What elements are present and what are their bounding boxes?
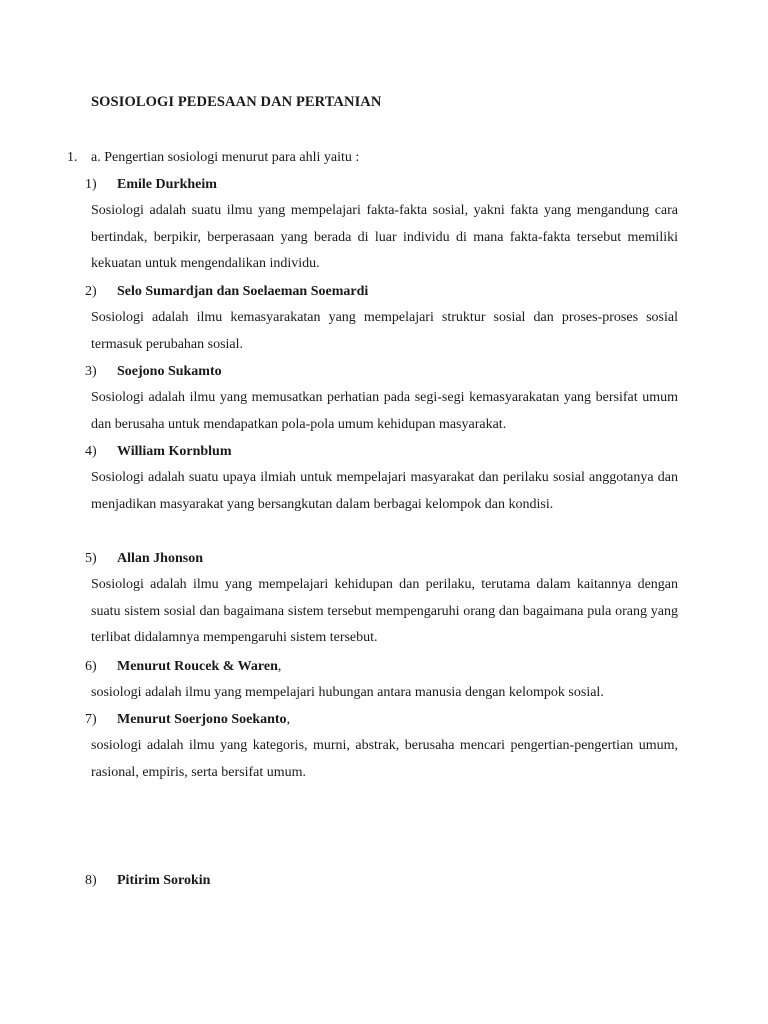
list-number: 7) <box>85 712 97 727</box>
definition-paragraph: Sosiologi adalah suatu upaya ilmiah untuk mempelajari masyarakat dan perilaku sosial anggotanya dan menjadikan masyarakat yang bersangkutan dalam berbagai kelompok dan kondisi. <box>91 470 678 512</box>
list-number: 6) <box>85 659 97 674</box>
definition-paragraph: Sosiologi adalah ilmu kemasyarakatan yang mempelajari struktur sosial dan proses-proses sosial termasuk perubahan sosial. <box>91 310 678 352</box>
list-number: 3) <box>85 364 97 379</box>
expert-name: Pitirim Sorokin <box>117 873 211 888</box>
list-number: 1) <box>85 177 97 192</box>
expert-heading <box>85 551 203 567</box>
question-line <box>67 150 359 166</box>
expert-name: Selo Sumardjan dan Soelaeman Soemardi <box>117 284 369 299</box>
expert-heading <box>85 284 368 300</box>
expert-heading <box>85 712 290 728</box>
list-number: 4) <box>85 444 97 459</box>
name-suffix: , <box>277 659 282 674</box>
expert-heading <box>85 659 281 675</box>
expert-heading <box>85 177 217 193</box>
list-number: 2) <box>85 284 97 299</box>
expert-name: William Kornblum <box>117 444 232 459</box>
expert-heading <box>85 873 210 889</box>
expert-name: Allan Jhonson <box>117 551 203 566</box>
list-number: 5) <box>85 551 97 566</box>
name-suffix: , <box>286 712 291 727</box>
list-number: 8) <box>85 873 97 888</box>
question-text: a. Pengertian sosiologi menurut para ahli yaitu : <box>91 150 360 165</box>
definition-paragraph: Sosiologi adalah ilmu yang memusatkan perhatian pada segi-segi kemasyarakatan yang bersifat umum dan berusaha untuk mendapatkan pola-pola umum kehidupan masyarakat. <box>91 390 678 432</box>
definition-paragraph: Sosiologi adalah ilmu yang mempelajari kehidupan dan perilaku, terutama dalam kaitannya dengan suatu sistem sosial dan bagaimana sistem tersebut mempengaruhi orang dan bagaimana pula orang yang terlibat didalamnya mempengaruhi sistem tersebut. <box>91 577 678 646</box>
question-number: 1. <box>67 150 78 165</box>
page-title: SOSIOLOGI PEDESAAN DAN PERTANIAN <box>91 94 382 110</box>
definition-paragraph: sosiologi adalah ilmu yang kategoris, murni, abstrak, berusaha mencari pengertian-pengertian umum, rasional, empiris, serta bersifat umum. <box>91 738 678 780</box>
expert-heading <box>85 364 222 380</box>
expert-name: Emile Durkheim <box>117 177 217 192</box>
expert-name: Menurut Roucek & Waren <box>117 659 278 674</box>
expert-name: Menurut Soerjono Soekanto <box>117 712 287 727</box>
expert-heading <box>85 444 231 460</box>
definition-paragraph: sosiologi adalah ilmu yang mempelajari hubungan antara manusia dengan kelompok sosial. <box>91 685 604 700</box>
definition-paragraph: Sosiologi adalah suatu ilmu yang mempelajari fakta-fakta sosial, yakni fakta yang mengandung cara bertindak, berpikir, berperasaan yang berada di luar individu di mana fakta-fakta tersebut memiliki kekuatan untuk mengendalikan individu. <box>91 203 678 272</box>
expert-name: Soejono Sukamto <box>117 364 222 379</box>
